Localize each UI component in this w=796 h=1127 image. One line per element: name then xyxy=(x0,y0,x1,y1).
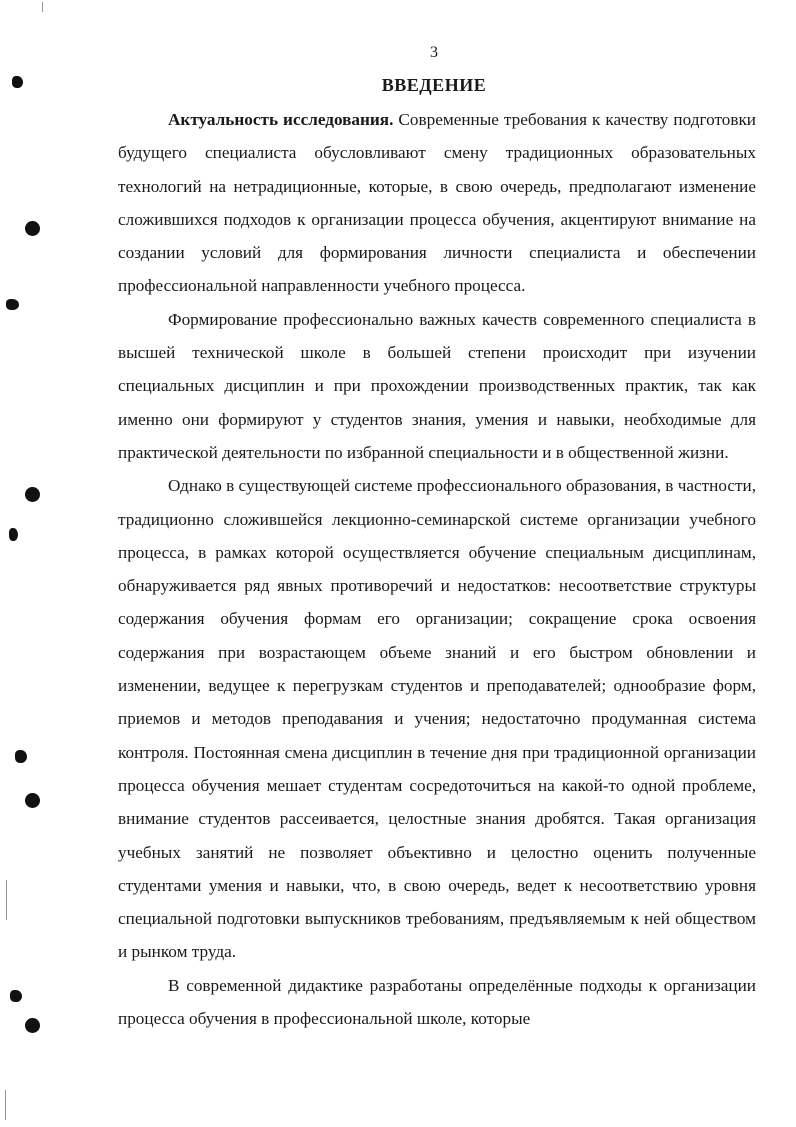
scan-mark xyxy=(5,1090,6,1120)
scan-blot xyxy=(6,299,19,310)
scan-blot xyxy=(15,750,27,763)
paragraph xyxy=(118,103,756,303)
section-heading: ВВЕДЕНИЕ xyxy=(381,75,487,95)
paragraph-lead: Актуальность исследования. xyxy=(168,110,394,129)
paragraph-text: Формирование профессионально важных качеств современного специалиста в высшей технической школе в большей степени происходит при изучении специальных дисциплин и при прохождении производственных практик, так как именно они формируют у студентов знания, умения и навыки, необходимые для практической деятельности по избранной специальности и в общественной жизни. xyxy=(118,309,756,462)
paragraph xyxy=(118,303,756,469)
punch-hole xyxy=(25,221,40,236)
punch-hole xyxy=(25,487,40,502)
paragraph-text: Современные требования к качеству подготовки будущего специалиста обусловливают смену традиционных образовательных технологий на нетрадиционные, которые, в свою очередь, предполагают изменение сложившихся подходов к организации процесса обучения, акцентируют внимание на создании условий для формирования личности специалиста и обеспечении профессиональной направленности учебного процесса. xyxy=(118,110,756,296)
paragraph-text: В современной дидактике разработаны определённые подходы к организации процесса обучения в профессиональной школе, которые xyxy=(118,975,756,1029)
page-number: 3 xyxy=(430,44,438,61)
scan-mark xyxy=(42,2,43,12)
scan-blot xyxy=(10,990,22,1002)
punch-hole xyxy=(25,1018,40,1033)
punch-hole xyxy=(25,793,40,808)
scan-blot xyxy=(9,528,18,541)
scan-mark xyxy=(6,880,7,920)
paragraph xyxy=(118,969,756,1036)
body-text xyxy=(118,103,756,1035)
paragraph-text: Однако в существующей системе профессионального образования, в частности, традиционно сложившейся лекционно-семинарской системе организации учебного процесса, в рамках которой осуществляется обучение специальным дисциплинам, обнаруживается ряд явных противоречий и недостатков: несоответствие структуры содержания обучения формам его организации; сокращение срока освоения содержания при возрастающем объеме знаний и его быстром обновлении и изменении, ведущее к перегрузкам студентов и преподавателей; однообразие форм, приемов и методов преподавания и учения; недостаточно продуманная система контроля. Постоянная смена дисциплин в течение дня при традиционной организации процесса обучения мешает студентам сосредоточиться на какой-то одной проблеме, внимание студентов рассеивается, целостные знания дробятся. Такая организация учебных занятий не позволяет объективно и целостно оценить полученные студентами умения и навыки, что, в свою очередь, ведет к несоответствию уровня специальной подготовки выпускников требованиям, предъявляемым к ней обществом и рынком труда. xyxy=(118,476,756,962)
paragraph xyxy=(118,469,756,968)
